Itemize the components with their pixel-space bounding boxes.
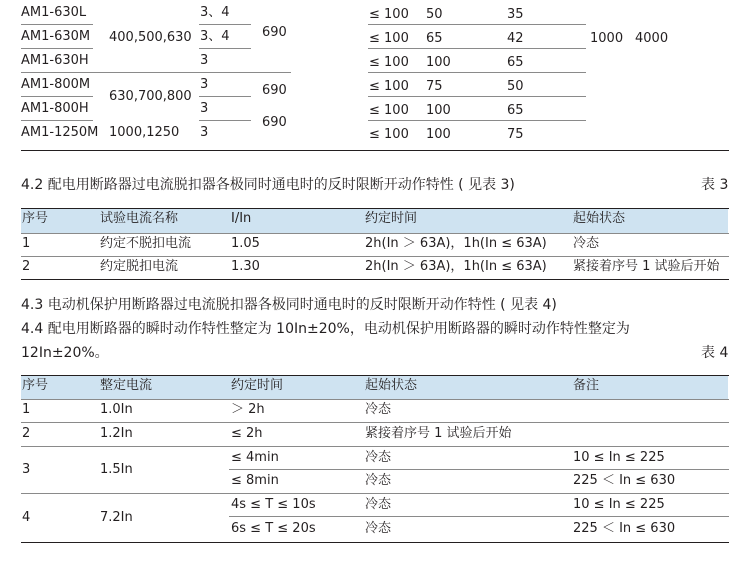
table-4-header-cell: 序号 — [22, 378, 49, 393]
table-row-cell: 约定脱扣电流 — [100, 259, 179, 274]
section-4-4-text: 4.4 配电用断路器的瞬时动作特性整定为 10In±20%，电动机保护用断路器的瞬时动作特性整定为 — [21, 321, 630, 337]
table-row-cell: 4 — [22, 510, 31, 525]
voltage-cell: 690 — [262, 83, 287, 98]
table-row-cell: 10 ≤ In ≤ 225 — [573, 497, 665, 512]
ratio-cell: ≤ 100 — [369, 127, 409, 142]
table-row-cell: 2h(In ＞ 63A)，1h(In ≤ 63A) — [365, 236, 547, 251]
table-row-cell: 冷态 — [573, 236, 600, 251]
table-4-header-cell: 整定电流 — [100, 378, 153, 393]
model-cell: AM1-800H — [21, 101, 89, 116]
poles-cell: 3、4 — [200, 29, 230, 44]
service-capacity-cell: 65 — [507, 55, 524, 70]
table-row-cell: 10 ≤ In ≤ 225 — [573, 450, 665, 465]
table-row-cell: 1.0In — [100, 402, 133, 417]
table-row-cell: 3 — [22, 462, 31, 477]
table-row-cell: 紧接着序号 1 试验后开始 — [573, 259, 720, 274]
table-3-header-cell: 约定时间 — [365, 211, 418, 226]
ratio-cell: ≤ 100 — [369, 103, 409, 118]
table-row-cell: 1.5In — [100, 462, 133, 477]
breaking-capacity-cell: 75 — [426, 79, 443, 94]
table-row-cell: 冷态 — [365, 521, 392, 536]
table-row-cell: 6s ≤ T ≤ 20s — [231, 521, 316, 536]
table-row-cell: ≤ 2h — [231, 426, 263, 441]
ratio-cell: ≤ 100 — [369, 31, 409, 46]
poles-cell: 3 — [200, 125, 209, 140]
poles-cell: 3 — [200, 53, 209, 68]
breaking-capacity-cell: 100 — [426, 103, 451, 118]
table-row-cell: 225 ＜ In ≤ 630 — [573, 473, 676, 488]
ratio-cell: ≤ 100 — [369, 79, 409, 94]
table-row-cell: 2 — [22, 426, 31, 441]
poles-cell: 3 — [200, 101, 209, 116]
service-capacity-cell: 75 — [507, 127, 524, 142]
breaking-capacity-cell: 100 — [426, 127, 451, 142]
section-4-2-text: 4.2 配电用断路器过电流脱扣器各极同时通电时的反时限断开动作特性 ( 见表 3) — [21, 177, 515, 193]
breaking-capacity-cell: 50 — [426, 7, 443, 22]
table-row-cell: 4s ≤ T ≤ 10s — [231, 497, 316, 512]
breaking-capacity-cell: 65 — [426, 31, 443, 46]
table-row-cell: ≤ 4min — [231, 450, 279, 465]
table-row-cell: 1.30 — [231, 259, 260, 274]
poles-cell: 3、4 — [200, 5, 230, 20]
table-row-cell: ≤ 8min — [231, 473, 279, 488]
service-capacity-cell: 65 — [507, 103, 524, 118]
table-row-cell: 2h(In ＞ 63A)，1h(In ≤ 63A) — [365, 259, 547, 274]
section-4-3-text: 4.3 电动机保护用断路器过电流脱扣器各极同时通电时的反时限断开动作特性 ( 见表 4) — [21, 297, 557, 313]
table-row-cell: 冷态 — [365, 497, 392, 512]
table-row-cell: 1.2In — [100, 426, 133, 441]
rated-current-cell: 630,700,800 — [109, 89, 192, 104]
table-3-label: 表 3 — [701, 177, 729, 193]
model-cell: AM1-800M — [21, 77, 91, 92]
table-row-cell: 冷态 — [365, 450, 392, 465]
ratio-cell: ≤ 100 — [369, 7, 409, 22]
table-3-header-cell: 起始状态 — [573, 211, 626, 226]
table-row-cell: 1 — [22, 402, 31, 417]
table-row-cell: 1.05 — [231, 236, 260, 251]
table-row-cell: 225 ＜ In ≤ 630 — [573, 521, 676, 536]
model-cell: AM1-630H — [21, 53, 89, 68]
section-4-4-text-continued: 12In±20%。 — [21, 345, 109, 361]
rated-current-cell: 1000,1250 — [109, 125, 180, 140]
table-row-cell: 冷态 — [365, 402, 392, 417]
poles-cell: 3 — [200, 77, 209, 92]
extra-value-cell: 1000 — [590, 31, 624, 46]
table-3-header-cell: I/In — [231, 211, 252, 226]
voltage-cell: 690 — [262, 115, 287, 130]
table-3-header-cell: 试验电流名称 — [100, 211, 179, 226]
table-row-cell: 冷态 — [365, 473, 392, 488]
model-cell: AM1-1250M — [21, 125, 99, 140]
table-row-cell: ＞ 2h — [231, 402, 265, 417]
table-4-label: 表 4 — [701, 345, 729, 361]
service-capacity-cell: 42 — [507, 31, 524, 46]
model-cell: AM1-630L — [21, 5, 87, 20]
breaking-capacity-cell: 100 — [426, 55, 451, 70]
table-row-cell: 2 — [22, 259, 31, 274]
service-capacity-cell: 50 — [507, 79, 524, 94]
table-4-header-cell: 起始状态 — [365, 378, 418, 393]
table-4-header-cell: 备注 — [573, 378, 600, 393]
service-capacity-cell: 35 — [507, 7, 524, 22]
model-cell: AM1-630M — [21, 29, 91, 44]
ratio-cell: ≤ 100 — [369, 55, 409, 70]
table-4-header-cell: 约定时间 — [231, 378, 284, 393]
extra-value-cell: 4000 — [635, 31, 669, 46]
table-row-cell: 7.2In — [100, 510, 133, 525]
table-row-cell: 紧接着序号 1 试验后开始 — [365, 426, 512, 441]
voltage-cell: 690 — [262, 25, 287, 40]
table-row-cell: 1 — [22, 236, 31, 251]
rated-current-cell: 400,500,630 — [109, 30, 192, 45]
table-3-header-cell: 序号 — [22, 211, 49, 226]
table-row-cell: 约定不脱扣电流 — [100, 236, 192, 251]
